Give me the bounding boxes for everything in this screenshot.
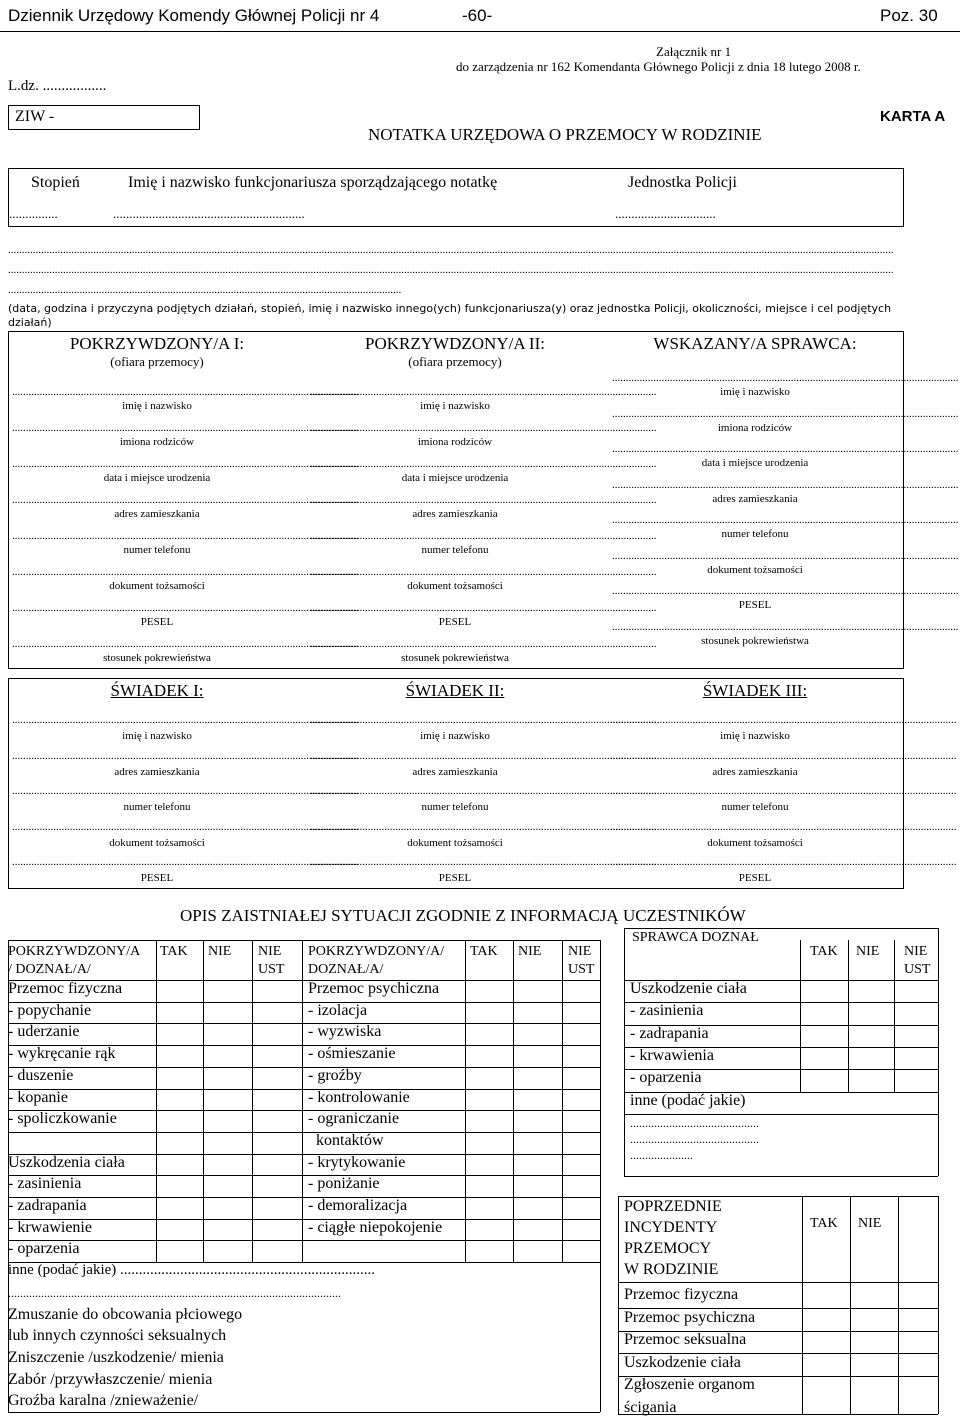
violence-row-psych: - wyzwiska <box>308 1023 382 1041</box>
witness-3-field-label: numer telefonu <box>721 801 789 813</box>
suspect-table-top <box>624 928 938 929</box>
col2-tak-header: TAK <box>470 944 498 959</box>
violence-row-victim1: Uszkodzenia ciała <box>8 1153 125 1171</box>
victim-1-field-line[interactable]: .............................................................................................................................. <box>12 458 359 470</box>
card-label: KARTA A <box>880 108 946 125</box>
document-title: NOTATKA URZĘDOWA O PRZEMOCY W RODZINIE <box>368 125 762 144</box>
violence-row-victim1: - oparzenia <box>8 1240 80 1258</box>
witness-1-field-label: PESEL <box>140 872 174 884</box>
victim-2-field-line[interactable]: .............................................................................................................................. <box>310 530 657 542</box>
table-col-rule <box>562 940 563 1262</box>
victim-1-field-label: stosunek pokrewieństwa <box>103 652 211 664</box>
table-row-rule <box>8 1175 600 1176</box>
col1-nieust-header-2: UST <box>258 962 285 977</box>
police-unit-label: Jednostka Policji <box>628 174 737 191</box>
col2-nieust-header-2: UST <box>568 962 595 977</box>
suspect-table-row-rule <box>624 1114 938 1115</box>
suspect-other-dots[interactable]: ........................................... <box>630 1115 759 1130</box>
victim-2-title: POKRZYWDZONY/A II: <box>365 334 545 353</box>
witness-1-field-line[interactable]: .............................................................................................................................. <box>12 820 359 833</box>
officer-name-label: Imię i nazwisko funkcjonariusza sporządzającego notatkę <box>128 174 498 191</box>
suspect-field-line[interactable]: .............................................................................................................................. <box>612 514 959 526</box>
col1-nie-header: NIE <box>208 944 232 959</box>
rank-field[interactable]: ............... <box>9 206 58 221</box>
witness-1-field-label: imię i nazwisko <box>122 730 192 742</box>
col1-head-2: / DOZNAŁ/A/ <box>8 962 91 977</box>
table-row-rule <box>8 1110 600 1111</box>
incidents-top <box>618 1196 938 1197</box>
table-header-rule <box>8 980 600 981</box>
suspect-field-label: PESEL <box>738 599 772 611</box>
description-line-2[interactable]: .................................................................................................................................................................................................................................................................................................................................. <box>8 264 894 276</box>
table-col-rule <box>302 940 303 1262</box>
ziw-box[interactable] <box>8 105 200 130</box>
victim-2-field-label: dokument tożsamości <box>407 580 503 592</box>
violence-row-psych: - ośmieszanie <box>308 1045 396 1063</box>
violence-row-psych: - kontrolowanie <box>308 1088 410 1106</box>
incidents-row: Uszkodzenie ciała <box>624 1353 741 1371</box>
incidents-col-rule <box>802 1196 803 1414</box>
witness-3-field-line[interactable]: .............................................................................................................................. <box>610 856 957 868</box>
incidents-row: Zgłoszenie organom <box>624 1376 755 1393</box>
suspect-table-col-rule <box>848 940 849 1092</box>
witness-3-field-line[interactable]: .............................................................................................................................. <box>610 714 957 726</box>
col3-nieust-header-2: UST <box>904 962 931 977</box>
description-line-1[interactable]: .................................................................................................................................................................................................................................................................................................................................. <box>8 244 894 256</box>
violence-row-other: Zmuszanie do obcowania płciowego <box>8 1305 243 1323</box>
victim-2-field-line[interactable]: .............................................................................................................................. <box>310 638 657 650</box>
officer-box <box>8 168 904 227</box>
witness-3-field-line[interactable]: .............................................................................................................................. <box>610 820 957 833</box>
witness-1-field-label: dokument tożsamości <box>109 836 205 849</box>
victim-2-field-label: PESEL <box>438 616 472 628</box>
table-row-rule <box>8 1067 600 1068</box>
suspect-field-label: dokument tożsamości <box>707 563 803 576</box>
witness-1-field-label: adres zamieszkania <box>114 765 200 778</box>
suspect-field-label: imiona rodziców <box>717 421 793 434</box>
suspect-table-left <box>624 928 625 1176</box>
victim-2-field-label: stosunek pokrewieństwa <box>401 652 509 664</box>
table-top-rule <box>8 940 600 941</box>
witness-3-title: ŚWIADEK III: <box>702 681 808 700</box>
suspect-title: WSKAZANY/A SPRAWCA: <box>653 334 857 353</box>
suspect-field-label: numer telefonu <box>721 528 789 540</box>
suspect-table-col-rule <box>800 940 801 1092</box>
victim-1-field-label: imię i nazwisko <box>122 400 192 412</box>
journal-header-left: Dziennik Urzędowy Komendy Głównej Policji nr 4 <box>8 6 380 25</box>
incidents-tak-header: TAK <box>810 1216 838 1231</box>
incidents-row: Przemoc psychiczna <box>624 1308 756 1326</box>
col2-nie-header: NIE <box>518 944 542 959</box>
description-line-3[interactable]: ............................................................................................................................................... <box>8 284 402 296</box>
witness-2-field-label: PESEL <box>438 872 472 884</box>
victim-1-field-line[interactable]: .............................................................................................................................. <box>12 422 359 434</box>
violence-row-victim1: - spoliczkowanie <box>8 1110 117 1128</box>
table-row-rule <box>8 1023 600 1024</box>
witness-3-field-line[interactable]: .............................................................................................................................. <box>610 785 957 797</box>
annex-line-1: Załącznik nr 1 <box>656 44 732 59</box>
victim-1-field-line[interactable]: .............................................................................................................................. <box>12 530 359 542</box>
incidents-col-rule <box>850 1196 851 1414</box>
suspect-injury-row: - zasinienia <box>630 1002 704 1020</box>
violence-row-other: Groźba karalna /znieważenie/ <box>8 1392 199 1410</box>
annex-line-2: do zarządzenia nr 162 Komendanta Głównego Policji z dnia 18 lutego 2008 r. <box>456 59 861 74</box>
suspect-field-line[interactable]: .............................................................................................................................. <box>612 620 959 633</box>
suspect-other-dots[interactable]: ........................................... <box>630 1131 759 1146</box>
witness-1-field-line[interactable]: .............................................................................................................................. <box>12 785 359 797</box>
suspect-field-label: imię i nazwisko <box>720 386 790 398</box>
suspect-injury-row: - oparzenia <box>630 1069 702 1087</box>
witness-2-title: ŚWIADEK II: <box>405 681 505 700</box>
table-bottom-rule <box>8 1412 600 1413</box>
witness-3-field-line[interactable]: .............................................................................................................................. <box>610 749 957 762</box>
victim-2-field-label: imiona rodziców <box>417 436 493 448</box>
rank-label: Stopień <box>31 174 80 191</box>
table-row-rule <box>8 1089 600 1090</box>
table-col-rule <box>203 940 204 1262</box>
col1-tak-header: TAK <box>160 944 188 959</box>
suspect-injury-row: - krwawienia <box>630 1046 714 1064</box>
table-row-rule <box>8 1045 600 1046</box>
violence-row-other: Zabór /przywłaszczenie/ mienia <box>8 1370 213 1388</box>
incidents-row: ścigania <box>624 1398 677 1416</box>
violence-row-victim1: - krwawienie <box>8 1218 92 1236</box>
table-row-rule <box>8 1154 600 1155</box>
suspect-field-line[interactable]: .............................................................................................................................. <box>612 407 959 420</box>
victim-1-field-line[interactable]: .............................................................................................................................. <box>12 386 359 398</box>
suspect-field-line[interactable]: .............................................................................................................................. <box>612 372 959 384</box>
victim-1-field-line[interactable]: .............................................................................................................................. <box>12 494 359 506</box>
victim-2-field-line[interactable]: .............................................................................................................................. <box>310 494 657 506</box>
violence-row-victim1: - wykręcanie rąk <box>8 1045 116 1063</box>
suspect-injury-row: Uszkodzenie ciała <box>630 980 747 997</box>
journal-position: Poz. 30 <box>880 6 938 25</box>
witness-1-field-label: numer telefonu <box>123 801 191 813</box>
witness-3-field-label: PESEL <box>738 872 772 884</box>
victim-1-field-label: numer telefonu <box>123 544 191 556</box>
situation-title: OPIS ZAISTNIAŁEJ SYTUACJI ZGODNIE Z INFORMACJĄ UCZESTNIKÓW <box>180 906 746 925</box>
witness-2-field-label: imię i nazwisko <box>420 730 490 742</box>
victim-1-subtitle: (ofiara przemocy) <box>110 354 204 369</box>
witness-2-field-line[interactable]: .............................................................................................................................. <box>310 749 657 762</box>
violence-row-victim1: - zadrapania <box>8 1197 87 1214</box>
incidents-header-line: W RODZINIE <box>624 1261 719 1278</box>
victim-1-field-label: adres zamieszkania <box>114 508 200 520</box>
header-rule <box>0 31 960 32</box>
table-col-rule <box>252 940 253 1262</box>
col3-nie-header: NIE <box>856 944 880 959</box>
col2-nieust-header-1: NIE <box>568 944 592 959</box>
victim-1-title: POKRZYWDZONY/A I: <box>69 334 245 353</box>
col2-head-2: DOZNAŁ/A/ <box>308 962 384 977</box>
table-left-rule <box>8 940 9 1412</box>
victim-1-field-label: PESEL <box>140 616 174 628</box>
witness-2-field-label: numer telefonu <box>421 801 489 813</box>
violence-row-psych: - krytykowanie <box>308 1153 406 1171</box>
incidents-right <box>938 1196 939 1414</box>
suspect-field-label: data i miejsce urodzenia <box>701 457 809 469</box>
col3-head: SPRAWCA DOZNAŁ <box>632 930 759 945</box>
violence-row-victim1: Przemoc fizyczna <box>8 980 123 997</box>
suspect-field-label: stosunek pokrewieństwa <box>701 634 809 647</box>
violence-row-other: Zniszczenie /uszkodzenie/ mienia <box>8 1348 224 1366</box>
violence-row-victim1: - uderzanie <box>8 1023 80 1041</box>
witness-2-field-line[interactable]: .............................................................................................................................. <box>310 714 657 726</box>
victim-2-field-line[interactable]: .............................................................................................................................. <box>310 458 657 470</box>
violence-row-psych: Przemoc psychiczna <box>308 980 440 997</box>
table-row-rule <box>8 1240 600 1241</box>
table-col-rule <box>465 940 466 1262</box>
victim-2-subtitle: (ofiara przemocy) <box>408 354 502 369</box>
incidents-left <box>618 1196 619 1414</box>
incidents-header-rule <box>618 1282 938 1283</box>
victim-1-field-line[interactable]: .............................................................................................................................. <box>12 638 359 650</box>
suspect-field-label: adres zamieszkania <box>712 492 798 505</box>
witness-1-field-line[interactable]: .............................................................................................................................. <box>12 749 359 762</box>
violence-row-psych: - groźby <box>308 1066 362 1084</box>
incidents-col-rule <box>898 1196 899 1414</box>
suspect-table-col-rule <box>894 940 895 1092</box>
suspect-injury-row: - zadrapania <box>630 1024 709 1042</box>
suspect-table-bottom <box>624 1176 938 1177</box>
violence-row-psych: - izolacja <box>308 1001 368 1019</box>
incidents-row: Przemoc fizyczna <box>624 1286 739 1303</box>
violence-row-victim1: - duszenie <box>8 1066 74 1084</box>
victim-2-field-line[interactable]: .............................................................................................................................. <box>310 566 657 578</box>
victim-1-field-line[interactable]: .............................................................................................................................. <box>12 602 359 614</box>
suspect-field-line[interactable]: .............................................................................................................................. <box>612 443 959 455</box>
table-row-rule <box>8 1132 600 1133</box>
victim-2-field-label: imię i nazwisko <box>420 400 490 412</box>
witness-2-field-line[interactable]: .............................................................................................................................. <box>310 856 657 868</box>
incidents-nie-header: NIE <box>858 1216 882 1231</box>
violence-row-psych: - demoralizacja <box>308 1197 408 1214</box>
violence-row-psych: - ciągłe niepokojenie <box>308 1218 443 1236</box>
incidents-header-line: PRZEMOCY <box>624 1240 712 1257</box>
ldz-number: L.dz. ................. <box>8 78 107 94</box>
victim-2-field-label: data i miejsce urodzenia <box>401 472 509 484</box>
victim-2-field-line[interactable]: .............................................................................................................................. <box>310 602 657 614</box>
description-caption-end: działań) <box>8 316 52 329</box>
witness-2-field-label: dokument tożsamości <box>407 836 503 849</box>
witness-3-field-label: dokument tożsamości <box>707 836 803 849</box>
col3-nieust-header-1: NIE <box>904 944 928 959</box>
suspect-field-line[interactable]: .............................................................................................................................. <box>612 478 959 491</box>
violence-row-victim1: - popychanie <box>8 1001 92 1019</box>
victim-2-field-label: adres zamieszkania <box>412 508 498 520</box>
violence-row-psych: - ograniczanie <box>308 1110 400 1128</box>
victim-1-field-label: data i miejsce urodzenia <box>103 472 211 484</box>
table-col-rule <box>513 940 514 1262</box>
table-right-rule <box>600 940 601 1412</box>
violence-row-victim1: - kopanie <box>8 1088 68 1106</box>
victim-2-field-line[interactable]: .............................................................................................................................. <box>310 422 657 434</box>
victim-1-field-label: dokument tożsamości <box>109 580 205 592</box>
violence-row-psych: kontaktów <box>316 1131 384 1149</box>
witness-1-field-line[interactable]: .............................................................................................................................. <box>12 714 359 726</box>
suspect-injury-row: inne (podać jakie) <box>630 1091 746 1109</box>
incidents-row: Przemoc seksualna <box>624 1331 747 1348</box>
violence-row-psych: - poniżanie <box>308 1175 380 1193</box>
suspect-table-right <box>938 928 939 1176</box>
col3-tak-header: TAK <box>810 944 838 959</box>
ziw-label: ZIW - <box>15 108 55 125</box>
victim-1-field-line[interactable]: .............................................................................................................................. <box>12 566 359 578</box>
suspect-field-line[interactable]: .............................................................................................................................. <box>612 585 959 597</box>
police-unit-field[interactable]: ............................... <box>615 206 716 221</box>
table-row-rule <box>8 1002 600 1003</box>
incidents-header-line: POPRZEDNIE <box>624 1198 722 1215</box>
witness-2-field-line[interactable]: .............................................................................................................................. <box>310 820 657 833</box>
table-row-rule <box>8 1219 600 1220</box>
witness-1-title: ŚWIADEK I: <box>110 681 204 700</box>
incidents-bottom <box>618 1414 938 1415</box>
description-caption: (data, godzina i przyczyna podjętych działań, stopień, imię i nazwisko innego(ych) funkcjonariusza(y) oraz jednostka Policji, okoliczności, miejsce i cel podjętych <box>8 302 892 315</box>
col1-other-field[interactable]: inne (podać jakie) .................................................................... <box>8 1262 376 1279</box>
victim-1-field-label: imiona rodziców <box>119 436 195 448</box>
journal-page-number: -60- <box>462 6 493 25</box>
witness-3-field-label: imię i nazwisko <box>720 730 790 742</box>
incidents-header-line: INCYDENTY <box>624 1219 718 1236</box>
violence-row-other: lub innych czynności seksualnych <box>8 1327 227 1345</box>
table-row-rule <box>8 1262 600 1263</box>
witness-2-field-line[interactable]: .............................................................................................................................. <box>310 785 657 797</box>
col1-head-1: POKRZYWDZONY/A <box>8 944 141 959</box>
suspect-other-dots[interactable]: ..................... <box>630 1147 693 1162</box>
officer-name-field[interactable]: ........................................................... <box>113 206 305 221</box>
table-row-rule <box>8 1197 600 1198</box>
table-col-rule <box>156 940 157 1262</box>
col1-nieust-header-1: NIE <box>258 944 282 959</box>
witness-1-field-line[interactable]: .............................................................................................................................. <box>12 856 359 868</box>
violence-row-victim1: - zasinienia <box>8 1175 82 1193</box>
suspect-field-line[interactable]: .............................................................................................................................. <box>612 549 959 562</box>
col2-head-1: POKRZYWDZONY/A/ <box>308 944 445 959</box>
victim-2-field-line[interactable]: .............................................................................................................................. <box>310 386 657 398</box>
victim-2-field-label: numer telefonu <box>421 544 489 556</box>
col1-other-dots[interactable]: ............................................................................................................... <box>8 1285 341 1300</box>
witness-2-field-label: adres zamieszkania <box>412 765 498 778</box>
witness-3-field-label: adres zamieszkania <box>712 765 798 778</box>
